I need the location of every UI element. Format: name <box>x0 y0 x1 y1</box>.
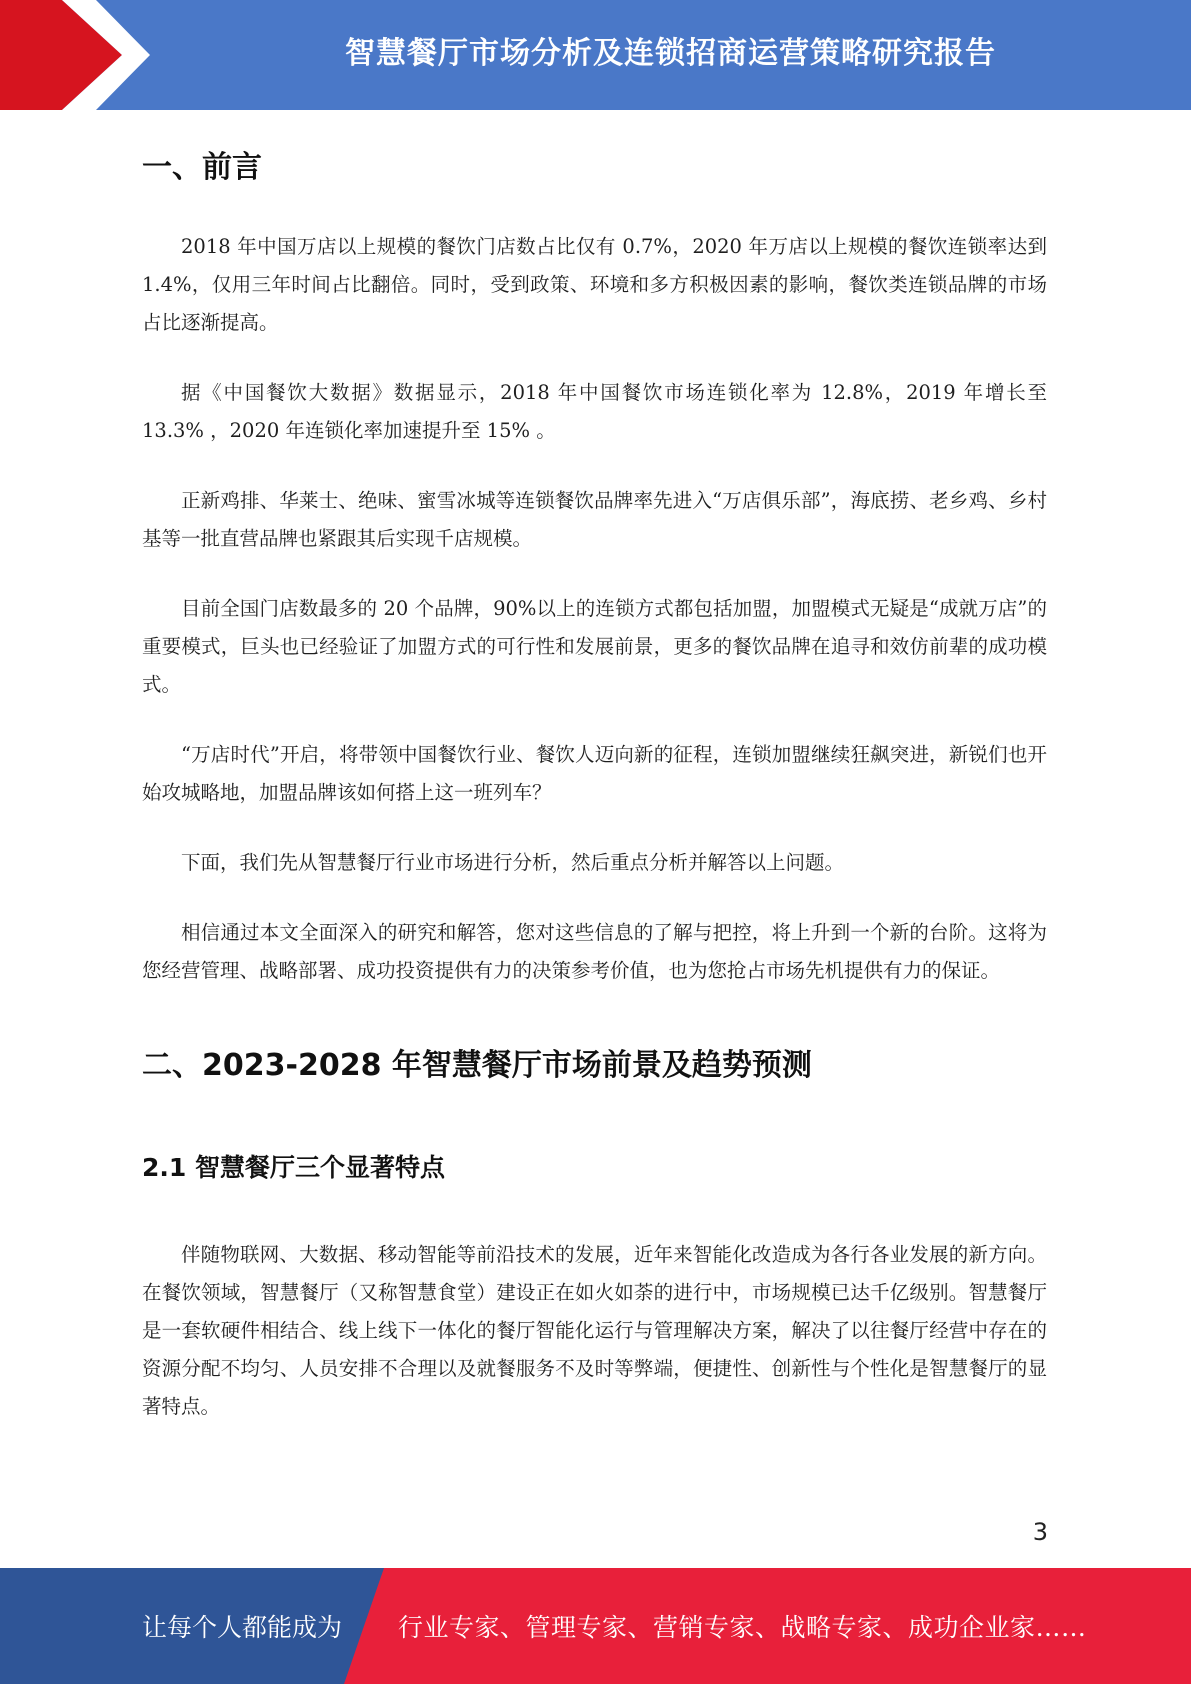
page-header <box>0 0 1191 110</box>
paragraph: 2018 年中国万店以上规模的餐饮门店数占比仅有 0.7%，2020 年万店以上规模的餐饮连锁率达到 1.4%，仅用三年时间占比翻倍。同时，受到政策、环境和多方积极因素的影响，餐饮类连锁品牌的市场占比逐渐提高。 <box>142 235 1047 334</box>
section-heading-preface: 一、前言 <box>142 150 262 185</box>
paragraph: 正新鸡排、华莱士、绝味、蜜雪冰城等连锁餐饮品牌率先进入“万店俱乐部”，海底捞、老乡鸡、乡村基等一批直营品牌也紧跟其后实现千店规模。 <box>142 489 1047 550</box>
paragraph: 相信通过本文全面深入的研究和解答，您对这些信息的了解与把控，将上升到一个新的台阶。这将为您经营管理、战略部署、成功投资提供有力的决策参考价值，也为您抢占市场先机提供有力的保证。 <box>142 921 1047 982</box>
subsection-heading: 2.1 智慧餐厅三个显著特点 <box>142 1153 445 1182</box>
section-heading-forecast: 二、2023-2028 年智慧餐厅市场前景及趋势预测 <box>142 1048 812 1083</box>
paragraph: 伴随物联网、大数据、移动智能等前沿技术的发展，近年来智能化改造成为各行各业发展的新方向。在餐饮领域，智慧餐厅（又称智慧食堂）建设正在如火如荼的进行中，市场规模已达千亿级别。智慧餐厅是一套软硬件相结合、线上线下一体化的餐厅智能化运行与管理解决方案，解决了以往餐厅经营中存在的资源分配不均匀、人员安排不合理以及就餐服务不及时等弊端，便捷性、创新性与个性化是智慧餐厅的显著特点。 <box>142 1243 1047 1418</box>
header-arrow-decoration <box>0 0 160 110</box>
page-number: 3 <box>1032 1518 1048 1546</box>
paragraph: “万店时代”开启，将带领中国餐饮行业、餐饮人迈向新的征程，连锁加盟继续狂飙突进，新锐们也开始攻城略地，加盟品牌该如何搭上这一班列车？ <box>142 743 1047 804</box>
page-content <box>142 110 1047 1426</box>
paragraph: 目前全国门店数最多的 20 个品牌，90%以上的连锁方式都包括加盟，加盟模式无疑是“成就万店”的重要模式，巨头也已经验证了加盟方式的可行性和发展前景，更多的餐饮品牌在追寻和效仿前辈的成功模式。 <box>142 597 1047 696</box>
report-title: 智慧餐厅市场分析及连锁招商运营策略研究报告 <box>345 36 996 71</box>
footer-slogan-left: 让每个人都能成为 <box>142 1613 343 1642</box>
paragraph: 下面，我们先从智慧餐厅行业市场进行分析，然后重点分析并解答以上问题。 <box>181 851 845 874</box>
page-footer <box>0 1568 1191 1684</box>
footer-slogan-right: 行业专家、管理专家、营销专家、战略专家、成功企业家…… <box>398 1613 1087 1642</box>
paragraph: 据《中国餐饮大数据》数据显示，2018 年中国餐饮市场连锁化率为 12.8%，2019 年增长至 13.3% ，2020 年连锁化率加速提升至 15% 。 <box>142 381 1047 442</box>
